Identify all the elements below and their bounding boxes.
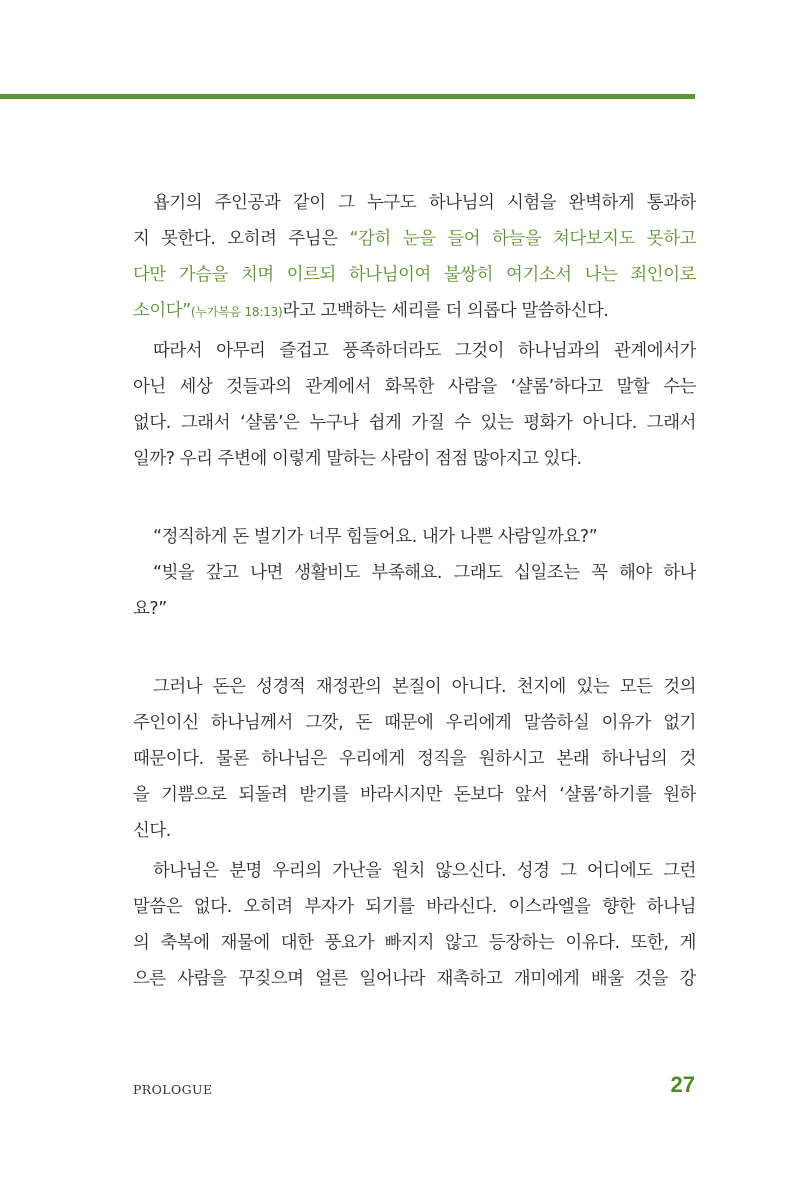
body-line: 말씀은 없다. 오히려 부자가 되기를 바라신다. 이스라엘을 향한 하나님 bbox=[133, 897, 696, 917]
scripture-quote: 소이다” bbox=[133, 301, 191, 321]
body-line: 아닌 세상 것들과의 관계에서 화목한 사람을 ‘샬롬’하다고 말할 수는 bbox=[133, 377, 696, 397]
quote-block bbox=[133, 519, 696, 627]
body-line bbox=[133, 293, 696, 329]
body-line: 을 기쁨으로 되돌려 받기를 바라시지만 돈보다 앞서 ‘샬롬’하기를 원하 bbox=[133, 785, 696, 805]
body-line bbox=[133, 221, 696, 257]
body-line: 욥기의 주인공과 같이 그 누구도 하나님의 시험을 완벽하게 통과하 bbox=[153, 193, 696, 213]
page-number: 27 bbox=[670, 1072, 695, 1097]
quote-line: “빚을 갚고 나면 생활비도 부족해요. 그래도 십일조는 꼭 해야 하나 bbox=[153, 563, 696, 583]
body-line: 따라서 아무리 즐겁고 풍족하더라도 그것이 하나님과의 관계에서가 bbox=[153, 341, 696, 361]
scripture-quote-line: 다만 가슴을 치며 이르되 하나님이여 불쌍히 여기소서 나는 죄인이로 bbox=[133, 265, 696, 285]
body-text: 지 못한다. 오히려 주님은 bbox=[133, 229, 350, 249]
body-line: 때문이다. 물론 하나님은 우리에게 정직을 원하시고 본래 하나님의 것 bbox=[133, 749, 696, 769]
paragraph-2 bbox=[133, 333, 696, 477]
body-line: 의 축복에 재물에 대한 풍요가 빠지지 않고 등장하는 이유다. 또한, 게 bbox=[133, 933, 696, 953]
body-line: 으른 사람을 꾸짖으며 얼른 일어나라 재촉하고 개미에게 배울 것을 강 bbox=[133, 969, 696, 989]
body-line: 일까? 우리 주변에 이렇게 말하는 사람이 점점 많아지고 있다. bbox=[133, 449, 582, 469]
body-line: 없다. 그래서 ‘샬롬’은 누구나 쉽게 가질 수 있는 평화가 아니다. 그래서 bbox=[133, 413, 696, 433]
section-label: PROLOGUE bbox=[133, 1082, 213, 1097]
scripture-quote: “감히 눈을 들어 하늘을 쳐다보지도 못하고 bbox=[349, 229, 696, 249]
quote-line: 요?” bbox=[133, 599, 167, 619]
top-accent-rule bbox=[0, 94, 695, 99]
body-line: 신다. bbox=[133, 821, 171, 841]
paragraph-4 bbox=[133, 853, 696, 997]
body-line: 그러나 돈은 성경적 재정관의 본질이 아니다. 천지에 있는 모든 것의 bbox=[153, 677, 696, 697]
body-line: 하나님은 분명 우리의 가난을 원치 않으신다. 성경 그 어디에도 그런 bbox=[153, 861, 696, 881]
paragraph-1 bbox=[133, 185, 696, 329]
quote-line: “정직하게 돈 벌기가 너무 힘들어요. 내가 나쁜 사람일까요?” bbox=[153, 527, 598, 547]
body-text: 라고 고백하는 세리를 더 의롭다 말씀하신다. bbox=[282, 301, 609, 321]
paragraph-3 bbox=[133, 669, 696, 849]
scripture-citation: (누가복음 18:13) bbox=[190, 305, 283, 319]
body-line: 주인이신 하나님께서 그깟, 돈 때문에 우리에게 말씀하실 이유가 없기 bbox=[133, 713, 696, 733]
